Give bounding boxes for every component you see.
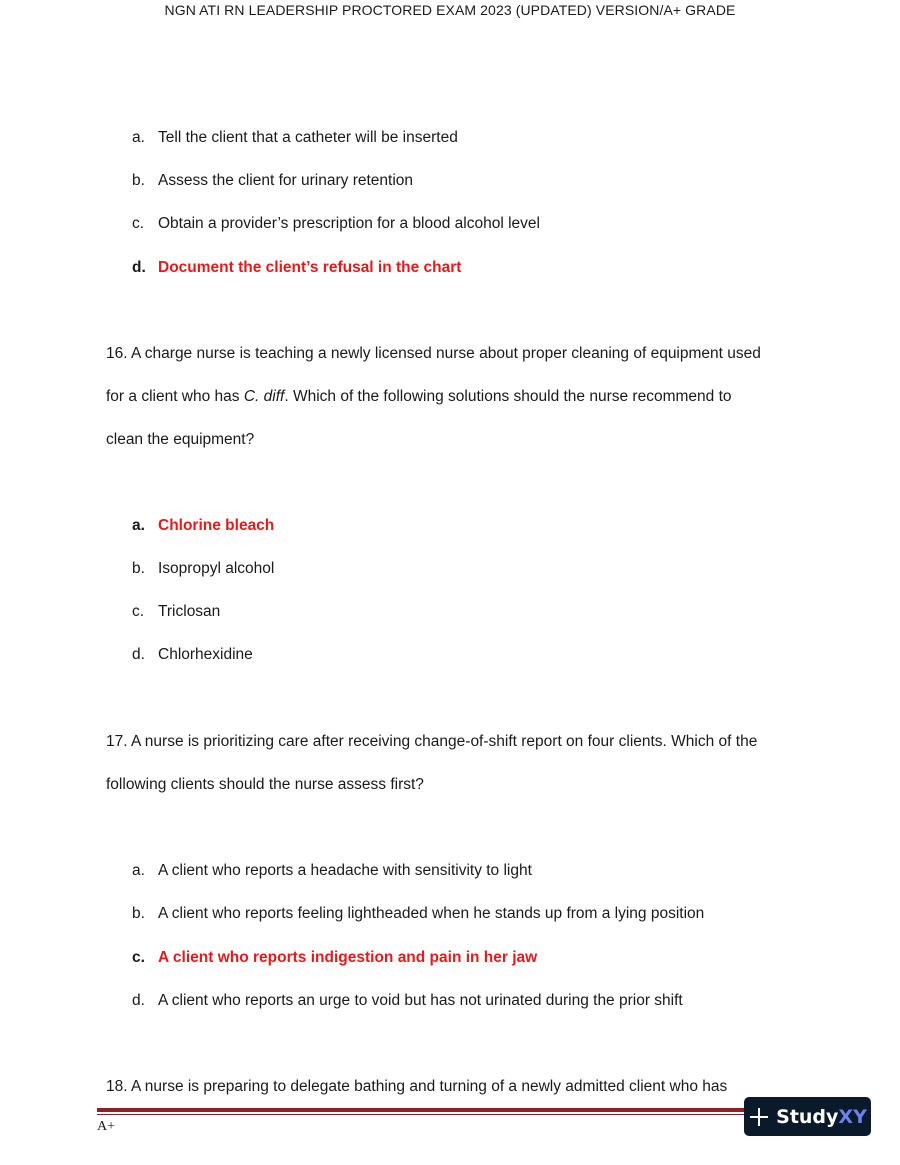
- option-letter: c.: [132, 603, 145, 620]
- option-text: Triclosan: [158, 603, 221, 620]
- q17-option-a: [132, 861, 532, 881]
- option-text: A client who reports feeling lightheaded when he stands up from a lying position: [158, 905, 705, 922]
- option-text: Assess the client for urinary retention: [158, 172, 414, 189]
- option-text: Chlorhexidine: [158, 646, 253, 663]
- q17-option-c-correct: [132, 948, 537, 968]
- studyxy-badge[interactable]: [744, 1097, 871, 1136]
- option-letter: b.: [132, 905, 145, 922]
- option-letter: c.: [132, 949, 145, 966]
- q16-option-c: [132, 602, 220, 622]
- option-text: Tell the client that a catheter will be inserted: [158, 129, 458, 146]
- q16-option-a-correct: [132, 516, 274, 536]
- option-text: A client who reports a headache with sensitivity to light: [158, 862, 532, 879]
- option-letter: a.: [132, 517, 145, 534]
- option-letter: b.: [132, 172, 145, 189]
- q15-option-d-correct: [132, 258, 461, 278]
- q16-stem-organism: C. diff: [243, 388, 285, 405]
- option-text: Isopropyl alcohol: [158, 560, 275, 577]
- q15-option-b: [132, 171, 413, 191]
- option-text: Obtain a provider’s prescription for a blood alcohol level: [158, 215, 540, 232]
- q16-stem-line3: clean the equipment?: [106, 431, 255, 448]
- option-letter: d.: [132, 646, 145, 663]
- option-letter: b.: [132, 560, 145, 577]
- q16-option-d: [132, 645, 253, 665]
- q17-stem-line2: following clients should the nurse assess first?: [106, 776, 424, 793]
- option-text: Document the client’s refusal in the chart: [158, 259, 462, 276]
- q16-stem-line1: 16. A charge nurse is teaching a newly licensed nurse about proper cleaning of equipment used: [106, 345, 761, 362]
- q16-stem-line2-pre: for a client who has: [106, 388, 244, 405]
- plus-icon: [748, 1106, 770, 1128]
- q16-option-b: [132, 559, 274, 579]
- option-letter: a.: [132, 862, 145, 879]
- q16-stem-line2-post: . Which of the following solutions should the nurse recommend to: [284, 388, 732, 405]
- footer-grade-label: A+: [97, 1119, 116, 1134]
- footer-rule-thin: [97, 1114, 745, 1115]
- option-text: A client who reports indigestion and pain in her jaw: [158, 949, 538, 966]
- q17-stem-line1: 17. A nurse is prioritizing care after receiving change-of-shift report on four clients. Which of the: [106, 733, 758, 750]
- q17-option-d: [132, 991, 683, 1011]
- option-letter: d.: [132, 992, 145, 1009]
- badge-word-xy: XY: [838, 1105, 867, 1128]
- q17-option-b: [132, 904, 704, 924]
- option-letter: d.: [132, 259, 146, 276]
- q16-stem-line2: [106, 387, 732, 407]
- option-text: A client who reports an urge to void but has not urinated during the prior shift: [158, 992, 683, 1009]
- q15-option-a: [132, 128, 458, 148]
- option-text: Chlorine bleach: [158, 517, 275, 534]
- option-letter: a.: [132, 129, 145, 146]
- option-letter: c.: [132, 215, 145, 232]
- badge-word-study: Study: [776, 1105, 839, 1128]
- footer-rule-thick: [97, 1108, 745, 1112]
- q18-stem-line1: 18. A nurse is preparing to delegate bathing and turning of a newly admitted client who has: [106, 1078, 728, 1095]
- q15-option-c: [132, 214, 540, 234]
- page-header-title: NGN ATI RN LEADERSHIP PROCTORED EXAM 2023 (UPDATED) VERSION/A+ GRADE: [164, 2, 736, 18]
